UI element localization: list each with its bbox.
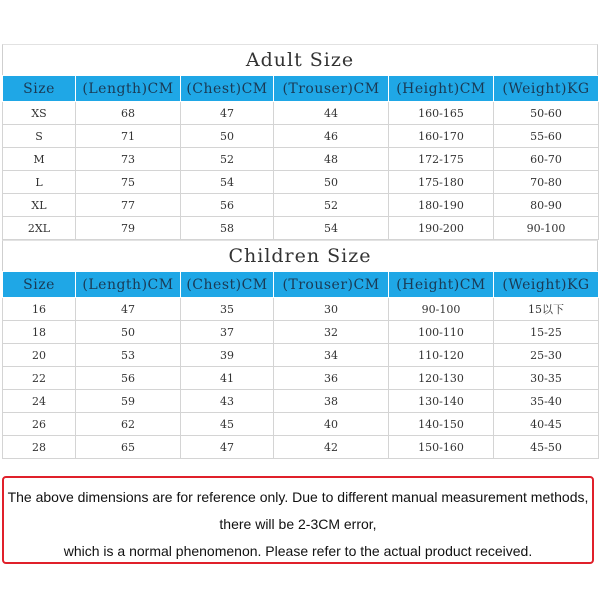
table-row <box>3 125 599 148</box>
adult-size-table <box>2 75 599 240</box>
table-cell: 30-35 <box>494 367 599 390</box>
table-row <box>3 390 599 413</box>
measurement-notice <box>2 476 594 564</box>
table-cell: 62 <box>76 413 181 436</box>
table-cell: 120-130 <box>389 367 494 390</box>
table-cell: S <box>3 125 76 148</box>
adult-header-weight: (Weight)KG <box>494 76 599 102</box>
table-cell: 90-100 <box>389 298 494 321</box>
table-cell: 190-200 <box>389 217 494 240</box>
table-cell: 20 <box>3 344 76 367</box>
table-cell: 40-45 <box>494 413 599 436</box>
table-cell: 45-50 <box>494 436 599 459</box>
table-cell: 54 <box>274 217 389 240</box>
table-cell: 172-175 <box>389 148 494 171</box>
table-row <box>3 298 599 321</box>
children-table-body <box>3 298 599 459</box>
table-cell: 45 <box>181 413 274 436</box>
table-cell: 35-40 <box>494 390 599 413</box>
children-header-trouser: (Trouser)CM <box>274 272 389 298</box>
adult-table-body <box>3 102 599 240</box>
table-cell: 52 <box>181 148 274 171</box>
table-row <box>3 436 599 459</box>
table-cell: 36 <box>274 367 389 390</box>
table-cell: 22 <box>3 367 76 390</box>
adult-header-length: (Length)CM <box>76 76 181 102</box>
table-cell: 160-165 <box>389 102 494 125</box>
table-cell: XS <box>3 102 76 125</box>
table-cell: 110-120 <box>389 344 494 367</box>
table-cell: 15-25 <box>494 321 599 344</box>
table-cell: 60-70 <box>494 148 599 171</box>
table-cell: 175-180 <box>389 171 494 194</box>
children-size-title: Children Size <box>2 240 598 271</box>
table-cell: 150-160 <box>389 436 494 459</box>
table-cell: 75 <box>76 171 181 194</box>
children-header-height: (Height)CM <box>389 272 494 298</box>
table-cell: 68 <box>76 102 181 125</box>
table-cell: 56 <box>76 367 181 390</box>
table-cell: 15以下 <box>494 298 599 321</box>
table-cell: 24 <box>3 390 76 413</box>
table-row <box>3 344 599 367</box>
table-cell: 100-110 <box>389 321 494 344</box>
children-header-size: Size <box>3 272 76 298</box>
table-cell: 47 <box>76 298 181 321</box>
table-cell: 70-80 <box>494 171 599 194</box>
table-cell: 47 <box>181 102 274 125</box>
table-cell: 180-190 <box>389 194 494 217</box>
table-cell: 73 <box>76 148 181 171</box>
table-cell: 50 <box>181 125 274 148</box>
table-cell: 90-100 <box>494 217 599 240</box>
table-cell: 65 <box>76 436 181 459</box>
table-row <box>3 102 599 125</box>
table-cell: 2XL <box>3 217 76 240</box>
table-cell: 44 <box>274 102 389 125</box>
table-cell: 59 <box>76 390 181 413</box>
adult-header-row <box>3 76 599 102</box>
table-cell: 25-30 <box>494 344 599 367</box>
table-row <box>3 194 599 217</box>
table-cell: 32 <box>274 321 389 344</box>
table-row <box>3 413 599 436</box>
table-cell: XL <box>3 194 76 217</box>
adult-header-height: (Height)CM <box>389 76 494 102</box>
adult-size-title: Adult Size <box>2 44 598 75</box>
children-size-table <box>2 271 599 459</box>
table-cell: 38 <box>274 390 389 413</box>
table-cell: 39 <box>181 344 274 367</box>
adult-header-trouser: (Trouser)CM <box>274 76 389 102</box>
adult-header-size: Size <box>3 76 76 102</box>
table-cell: 53 <box>76 344 181 367</box>
table-cell: 34 <box>274 344 389 367</box>
table-cell: L <box>3 171 76 194</box>
table-cell: 52 <box>274 194 389 217</box>
table-cell: 79 <box>76 217 181 240</box>
table-cell: 28 <box>3 436 76 459</box>
children-header-row <box>3 272 599 298</box>
table-cell: 50 <box>274 171 389 194</box>
table-cell: M <box>3 148 76 171</box>
table-row <box>3 367 599 390</box>
table-cell: 140-150 <box>389 413 494 436</box>
table-cell: 56 <box>181 194 274 217</box>
notice-line-2: there will be 2-3CM error, <box>219 516 377 532</box>
adult-header-chest: (Chest)CM <box>181 76 274 102</box>
table-cell: 71 <box>76 125 181 148</box>
table-row <box>3 217 599 240</box>
size-chart <box>2 44 598 459</box>
table-cell: 54 <box>181 171 274 194</box>
table-cell: 130-140 <box>389 390 494 413</box>
table-cell: 18 <box>3 321 76 344</box>
table-cell: 26 <box>3 413 76 436</box>
table-cell: 50-60 <box>494 102 599 125</box>
children-header-length: (Length)CM <box>76 272 181 298</box>
table-cell: 47 <box>181 436 274 459</box>
table-cell: 40 <box>274 413 389 436</box>
notice-line-3: which is a normal phenomenon. Please refer to the actual product received. <box>63 543 533 559</box>
table-cell: 160-170 <box>389 125 494 148</box>
table-cell: 77 <box>76 194 181 217</box>
table-cell: 50 <box>76 321 181 344</box>
table-cell: 16 <box>3 298 76 321</box>
table-cell: 48 <box>274 148 389 171</box>
table-cell: 41 <box>181 367 274 390</box>
table-row <box>3 148 599 171</box>
notice-line-1: The above dimensions are for reference only. Due to different manual measurement methods, <box>7 489 589 505</box>
table-row <box>3 321 599 344</box>
table-cell: 42 <box>274 436 389 459</box>
children-header-chest: (Chest)CM <box>181 272 274 298</box>
children-header-weight: (Weight)KG <box>494 272 599 298</box>
table-cell: 46 <box>274 125 389 148</box>
table-cell: 58 <box>181 217 274 240</box>
table-row <box>3 171 599 194</box>
table-cell: 30 <box>274 298 389 321</box>
table-cell: 37 <box>181 321 274 344</box>
table-cell: 35 <box>181 298 274 321</box>
table-cell: 43 <box>181 390 274 413</box>
table-cell: 55-60 <box>494 125 599 148</box>
table-cell: 80-90 <box>494 194 599 217</box>
